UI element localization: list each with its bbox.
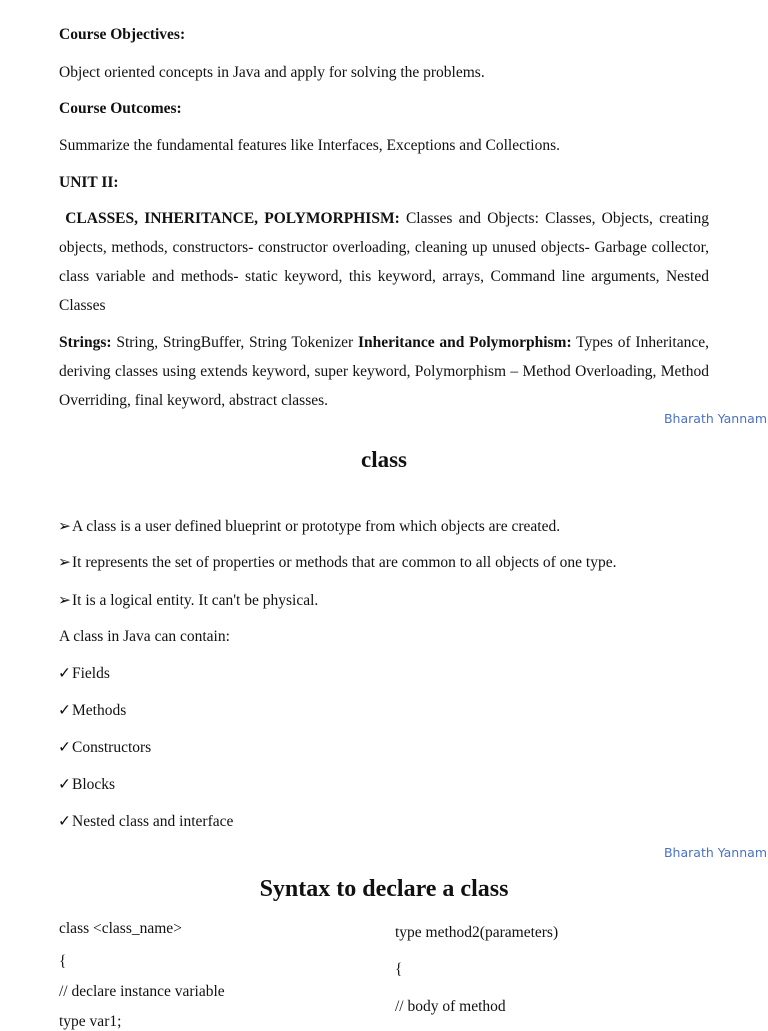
checkmark-icon: ✓ bbox=[58, 813, 71, 830]
outcomes-label: Course Outcomes: bbox=[59, 100, 182, 117]
strings-bold: Strings: bbox=[59, 334, 112, 351]
syntax-left-line-1: class <class_name> bbox=[59, 920, 182, 937]
arrow-bullet-icon: ➢ bbox=[58, 518, 71, 535]
class-bullet-2: ➢It represents the set of properties or methods that are common to all objects of one type. bbox=[58, 554, 617, 571]
checkmark-icon: ✓ bbox=[58, 739, 71, 756]
checkmark-icon: ✓ bbox=[58, 776, 71, 793]
unit-label: UNIT II: bbox=[59, 174, 119, 191]
class-bullet-3: ➢It is a logical entity. It can't be physical. bbox=[58, 592, 319, 609]
class-bullet-1: ➢A class is a user defined blueprint or prototype from which objects are created. bbox=[58, 518, 561, 535]
class-item-methods: ✓Methods bbox=[58, 702, 127, 719]
author-watermark: Bharath Yannam bbox=[663, 845, 767, 860]
syntax-right-line-2: { bbox=[395, 961, 403, 978]
syntax-left-line-3: // declare instance variable bbox=[59, 983, 225, 1000]
unit-paragraph-1-bold: CLASSES, INHERITANCE, POLYMORPHISM: bbox=[65, 210, 400, 227]
arrow-bullet-icon: ➢ bbox=[58, 554, 71, 571]
class-title: class bbox=[361, 447, 407, 472]
syntax-right-line-1: type method2(parameters) bbox=[395, 924, 559, 941]
syntax-left-line-4: type var1; bbox=[59, 1013, 122, 1030]
objectives-text: Object oriented concepts in Java and apply for solving the problems. bbox=[59, 64, 485, 81]
syntax-title: Syntax to declare a class bbox=[259, 876, 509, 902]
class-item-nested: ✓Nested class and interface bbox=[58, 813, 234, 830]
objectives-label: Course Objectives: bbox=[59, 26, 186, 43]
author-watermark: Bharath Yannam bbox=[663, 411, 767, 426]
syntax-left-line-2: { bbox=[59, 953, 67, 970]
arrow-bullet-icon: ➢ bbox=[58, 592, 71, 609]
class-item-fields: ✓Fields bbox=[58, 665, 110, 682]
inheritance-text: Types of Inheritance, deriving classes using extends keyword, super keyword, Polymorphism – Method Overloading, Method Overriding, final keyword, abstract classes. bbox=[59, 334, 710, 409]
class-item-constructors: ✓Constructors bbox=[58, 739, 152, 756]
inheritance-bold: Inheritance and Polymorphism: bbox=[357, 334, 572, 351]
checkmark-icon: ✓ bbox=[58, 665, 71, 682]
checkmark-icon: ✓ bbox=[58, 702, 71, 719]
unit-paragraph-1-text: Classes and Objects: Classes, Objects, creating objects, methods, constructors- constructor overloading, cleaning up unused objects- Garbage collector, class variable and methods- static keyword, this keyword, arrays, Command line arguments, Nested Classes bbox=[59, 210, 710, 314]
strings-text: String, StringBuffer, String Tokenizer bbox=[111, 334, 358, 351]
syntax-right-line-3: // body of method bbox=[395, 998, 506, 1015]
unit-paragraph-2 bbox=[59, 328, 709, 415]
unit-paragraph-1 bbox=[59, 204, 709, 320]
class-contains-label: A class in Java can contain: bbox=[59, 628, 230, 645]
outcomes-text: Summarize the fundamental features like Interfaces, Exceptions and Collections. bbox=[59, 137, 560, 154]
class-item-blocks: ✓Blocks bbox=[58, 776, 116, 793]
